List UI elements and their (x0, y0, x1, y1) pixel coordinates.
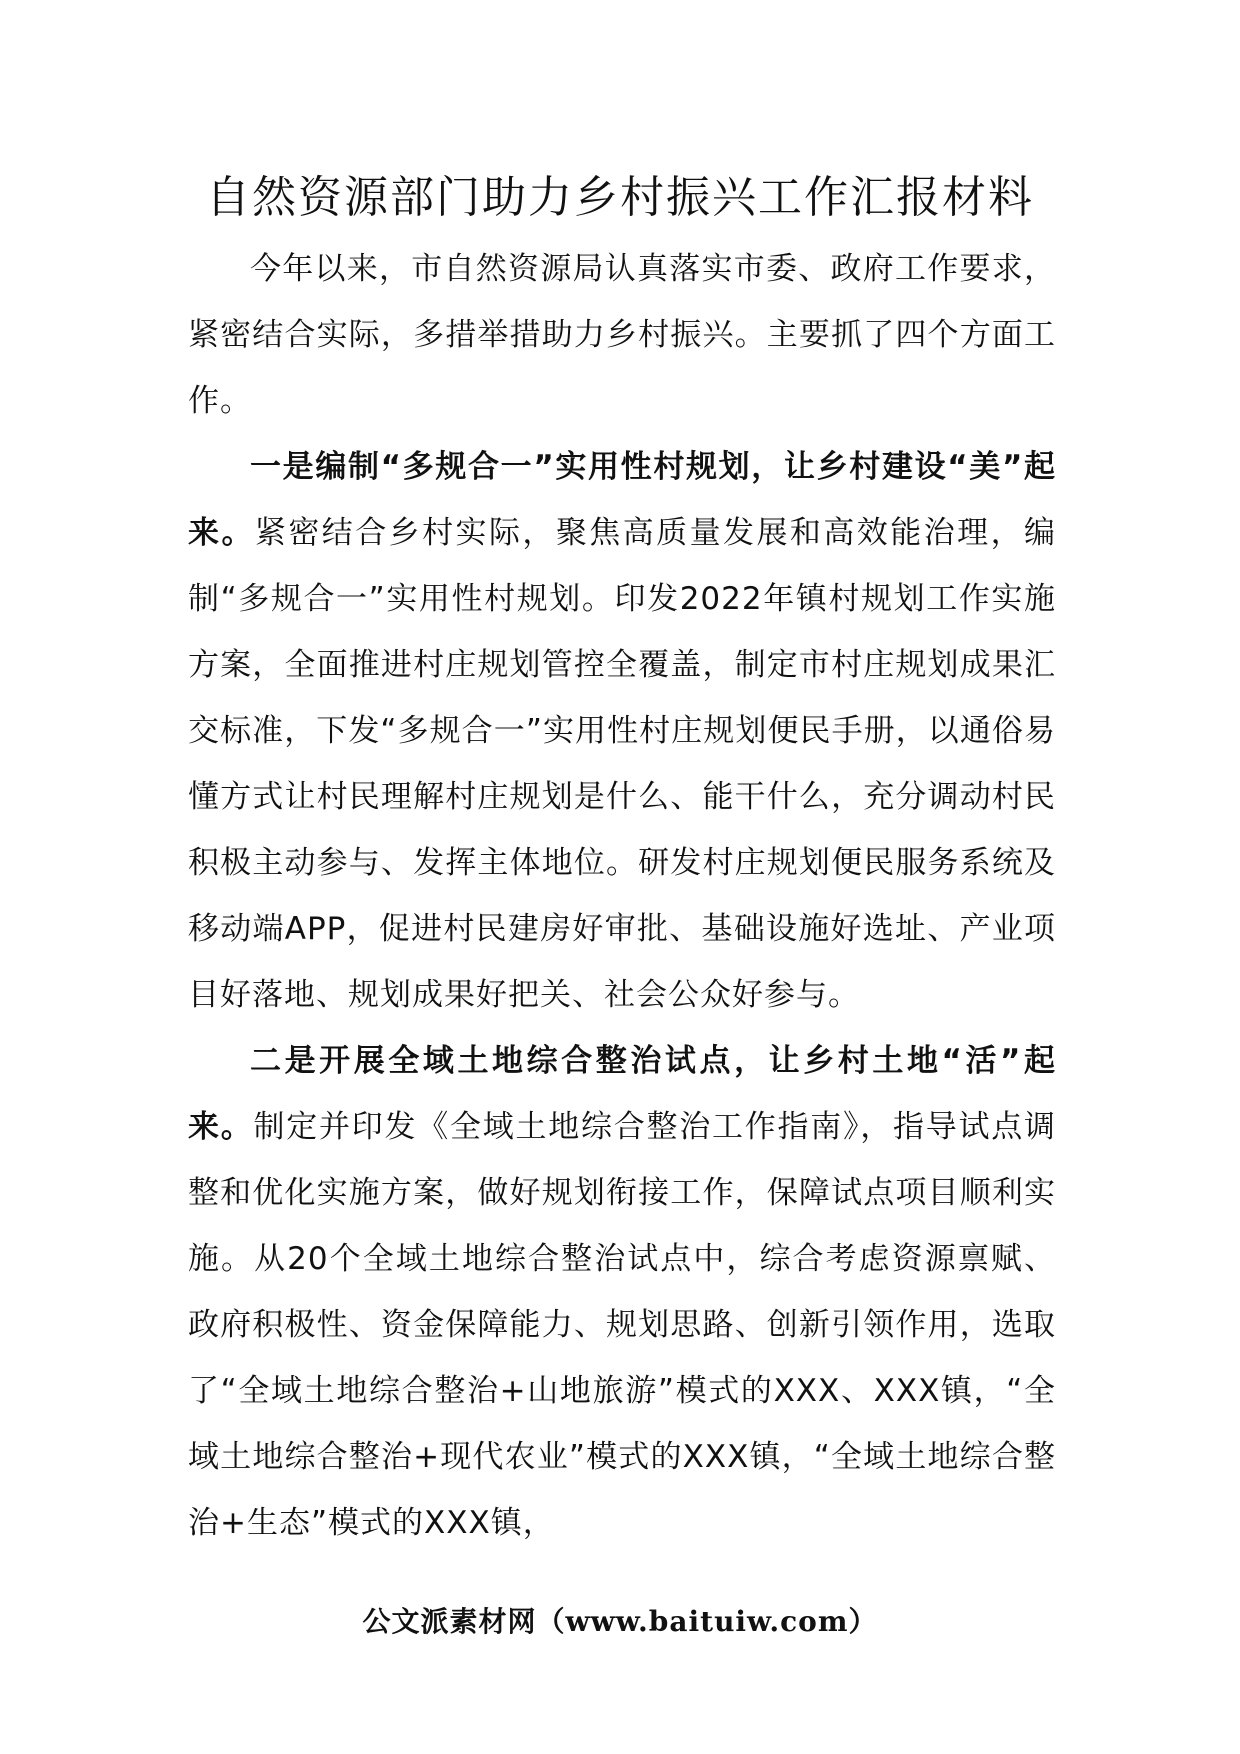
section-1-heading: 一是编制“多规合一”实用性村规划，让乡村建设“美”起来。 (188, 449, 1056, 551)
document-title: 自然资源部门助力乡村振兴工作汇报材料 (206, 172, 1034, 223)
section-2-paragraph (188, 1028, 1056, 1556)
intro-paragraph: 今年以来，市自然资源局认真落实市委、政府工作要求，紧密结合实际，多措举措助力乡村振兴。主要抓了四个方面工作。 (188, 251, 1056, 419)
section-1-text: 紧密结合乡村实际，聚焦高质量发展和高效能治理，编制“多规合一”实用性村规划。印发2022年镇村规划工作实施方案，全面推进村庄规划管控全覆盖，制定市村庄规划成果汇交标准，下发“多规合一”实用性村庄规划便民手册，以通俗易懂方式让村民理解村庄规划是什么、能干什么，充分调动村民积极主动参与、发挥主体地位。研发村庄规划便民服务系统及移动端APP，促进村民建房好审批、基础设施好选址、产业项目好落地、规划成果好把关、社会公众好参与。 (188, 515, 1057, 1013)
section-2-heading: 二是开展全域土地综合整治试点，让乡村土地“活”起来。 (188, 1043, 1056, 1145)
document-body (188, 236, 1056, 1556)
section-2-text: 制定并印发《全域土地综合整治工作指南》，指导试点调整和优化实施方案，做好规划衔接工作，保障试点项目顺利实施。从20个全域土地综合整治试点中，综合考虑资源禀赋、政府积极性、资金保障能力、规划思路、创新引领作用，选取了“全域土地综合整治+山地旅游”模式的XXX、XXX镇，“全域土地综合整治+现代农业”模式的XXX镇，“全域土地综合整治+生态”模式的XXX镇， (188, 1109, 1056, 1541)
section-1-paragraph (188, 434, 1056, 1028)
footer-watermark: 公文派素材网（www.baituiw.com） (362, 1605, 878, 1638)
